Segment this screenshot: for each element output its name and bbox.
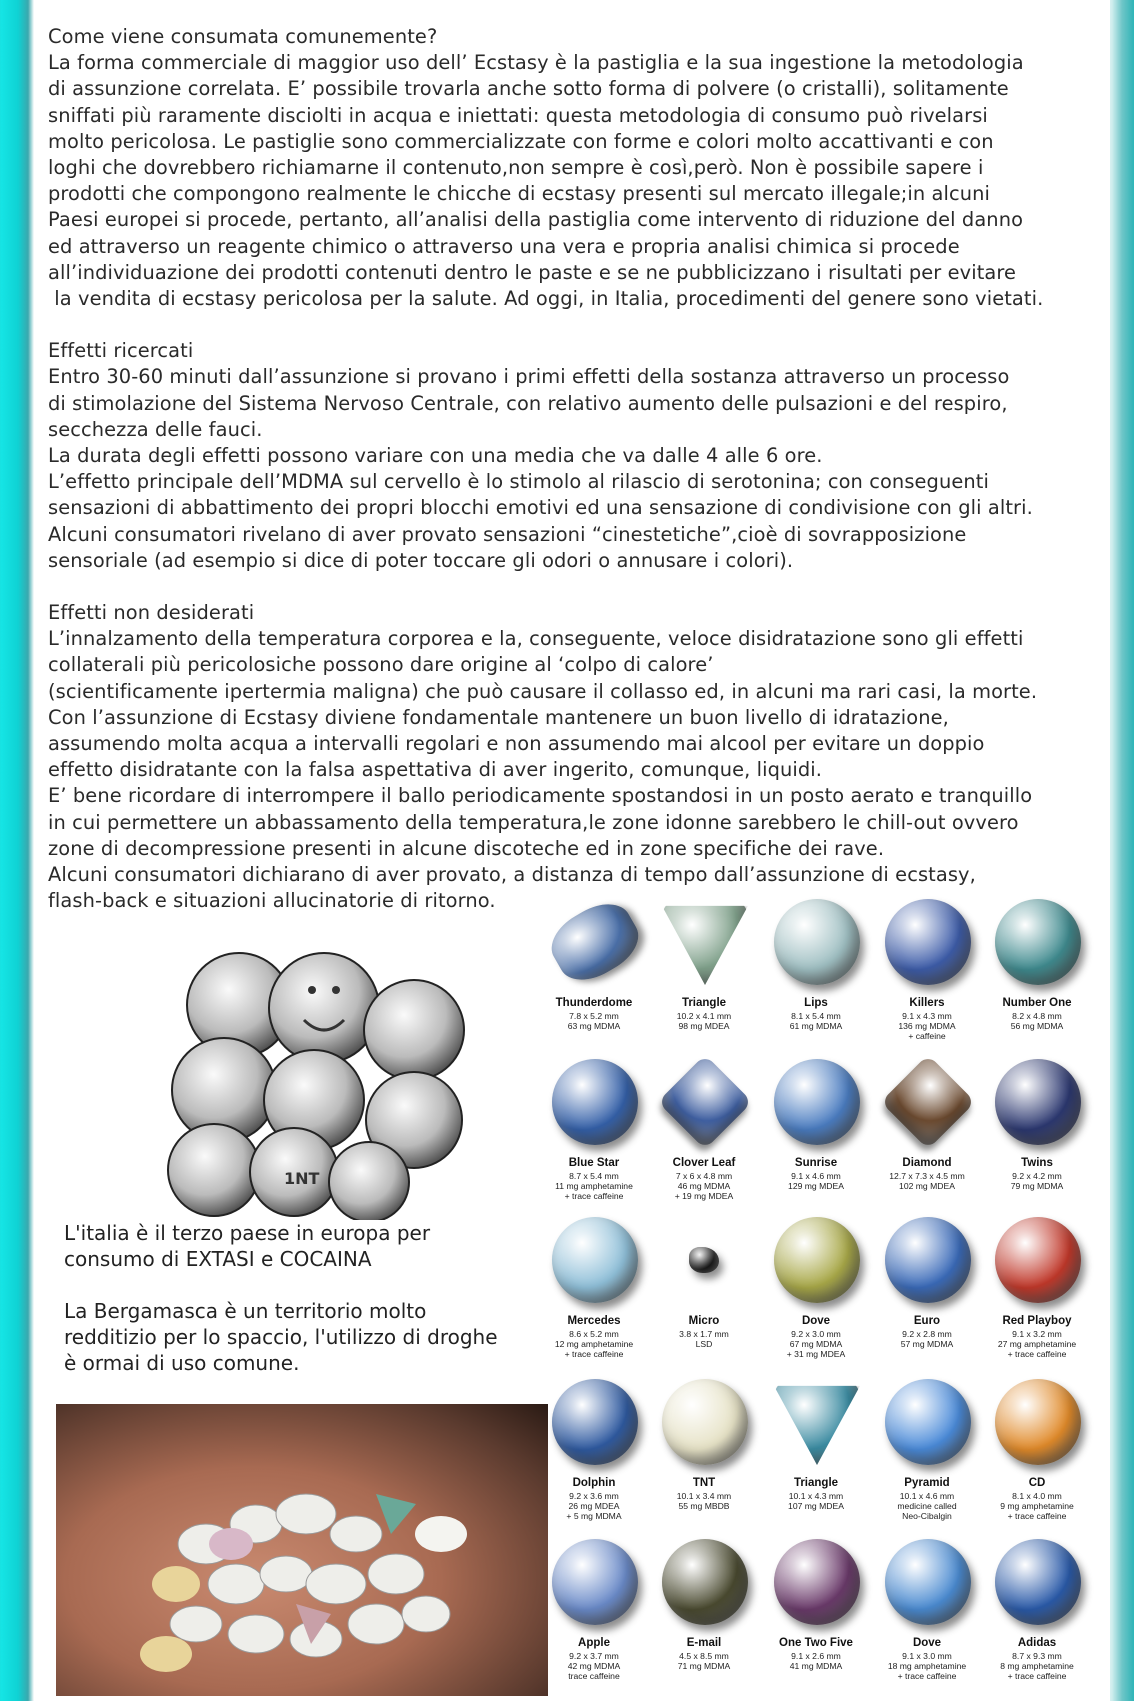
pill-image <box>774 1539 860 1625</box>
pill-name: One Two Five <box>779 1637 853 1649</box>
text-line: loghi che dovrebbero richiamarne il contenuto,non sempre è così,però. Non è possibile sapere i <box>48 156 984 180</box>
pill-item <box>756 1055 876 1215</box>
pill-item <box>756 1375 876 1535</box>
pill-spec: 8.2 x 4.8 mm 56 mg MDMA <box>1010 1011 1064 1031</box>
pill-item <box>644 1213 764 1373</box>
pill-spec: 10.1 x 4.6 mm medicine called Neo-Cibalgin <box>897 1491 957 1521</box>
pill-name: Diamond <box>902 1157 952 1169</box>
page <box>34 0 1110 1701</box>
pill-spec: 10.2 x 4.1 mm 98 mg MDEA <box>676 1011 732 1031</box>
pill-item <box>867 1213 987 1373</box>
text-line: in cui permettere un abbassamento della temperatura,le zone idonne sarebbero le chill-out ovvero <box>48 810 1019 834</box>
pill-image <box>881 1055 976 1150</box>
pill-spec: 10.1 x 4.3 mm 107 mg MDEA <box>788 1491 844 1511</box>
side-text-line: è ormai di uso comune. <box>64 1351 300 1375</box>
text-line: zone di decompressione presenti in alcune discoteche ed in zone specifiche dei rave. <box>48 836 885 860</box>
text-line: secchezza delle fauci. <box>48 417 263 441</box>
text-line: La forma commerciale di maggior uso dell’ Ecstasy è la pastiglia e la sua ingestione la metodologia <box>48 51 1024 75</box>
pill-image <box>885 899 971 985</box>
text-line: Paesi europei si procede, pertanto, all’analisi della pastiglia come intervento di riduzione del danno <box>48 208 1024 232</box>
pill-name: Twins <box>1021 1157 1053 1169</box>
pill-item <box>867 1375 987 1535</box>
pill-name: Blue Star <box>568 1157 620 1169</box>
pill-spec: 9.1 x 3.2 mm 27 mg amphetamine + trace caffeine <box>997 1329 1077 1359</box>
text-line: E’ bene ricordare di interrompere il ballo periodicamente spostandosi in un posto aerato e tranquillo <box>48 784 1033 808</box>
pill-name: Red Playboy <box>1002 1315 1072 1327</box>
text-line: Entro 30-60 minuti dall’assunzione si provano i primi effetti della sostanza attraverso un processo <box>48 365 1010 389</box>
pill-image <box>995 1059 1081 1145</box>
pill-spec: 8.1 x 5.4 mm 61 mg MDMA <box>789 1011 843 1031</box>
pill-spec: 8.1 x 4.0 mm 9 mg amphetamine + trace caffeine <box>1000 1491 1074 1521</box>
pill-name: CD <box>1028 1477 1046 1489</box>
pill-name: Euro <box>913 1315 941 1327</box>
pill-spec: 9.1 x 3.0 mm 18 mg amphetamine + trace caffeine <box>887 1651 967 1681</box>
pill-item <box>534 1375 654 1535</box>
pill-name: Mercedes <box>567 1315 621 1327</box>
pill-image <box>662 899 748 985</box>
side-text-line: La Bergamasca è un territorio molto <box>64 1299 427 1323</box>
pill-item <box>644 1535 764 1695</box>
pill-item <box>756 895 876 1055</box>
pill-spec: 9.2 x 3.0 mm 67 mg MDMA + 31 mg MDEA <box>786 1329 846 1359</box>
pill-spec: 7 x 6 x 4.8 mm 46 mg MDMA + 19 mg MDEA <box>674 1171 734 1201</box>
pill-item <box>977 895 1097 1055</box>
pill-image <box>885 1217 971 1303</box>
text-line: La durata degli effetti possono variare con una media che va dalle 4 alle 6 ore. <box>48 444 823 468</box>
text-line: sensazioni di abbattimento dei propri blocchi emotivi ed una sensazione di condivisione con gli altri. <box>48 496 1033 520</box>
pill-spec: 8.6 x 5.2 mm 12 mg amphetamine + trace caffeine <box>554 1329 634 1359</box>
pill-spec: 9.2 x 3.7 mm 42 mg MDMA trace caffeine <box>567 1651 621 1681</box>
pill-item <box>756 1213 876 1373</box>
text-line: la vendita di ecstasy pericolosa per la salute. Ad oggi, in Italia, procedimenti del genere sono vietati. <box>48 287 1044 311</box>
pill-spec: 9.1 x 4.6 mm 129 mg MDEA <box>788 1171 844 1191</box>
text-line: Come viene consumata comunemente? <box>48 25 438 48</box>
pill-name: Pyramid <box>904 1477 950 1489</box>
pill-spec: 9.2 x 4.2 mm 79 mg MDMA <box>1010 1171 1064 1191</box>
pill-image <box>552 1539 638 1625</box>
pill-name: Dove <box>912 1637 942 1649</box>
text-line: sniffati più raramente disciolti in acqua e iniettati: questa metodologia di consumo può rivelarsi <box>48 103 988 127</box>
text-line: sensoriale (ad esempio si dice di poter toccare gli odori o annusare i colori). <box>48 548 794 572</box>
pill-spec: 9.1 x 4.3 mm 136 mg MDMA + caffeine <box>898 1011 956 1041</box>
pill-name: Micro <box>688 1315 720 1327</box>
pill-name: Lips <box>804 997 828 1009</box>
pill-spec: 9.2 x 3.6 mm 26 mg MDEA + 5 mg MDMA <box>566 1491 622 1521</box>
pill-spec: 10.1 x 3.4 mm 55 mg MBDB <box>676 1491 732 1511</box>
pill-image <box>552 1379 638 1465</box>
pill-image <box>774 899 860 985</box>
pill-image <box>552 1217 638 1303</box>
pill-name: Dove <box>801 1315 831 1327</box>
pill-item <box>534 1535 654 1695</box>
pill-image <box>885 1539 971 1625</box>
text-line: Effetti ricercati <box>48 339 194 363</box>
text-line: ed attraverso un reagente chimico o attraverso una vera e propria analisi chimica si procede <box>48 234 960 258</box>
pill-name: Apple <box>578 1637 610 1649</box>
italy-consumption-note <box>64 1220 564 1376</box>
text-line: Alcuni consumatori dichiarano di aver provato, a distanza di tempo dall’assunzione di ecstasy, <box>48 863 976 887</box>
text-line: (scientificamente ipertermia maligna) che può causare il collasso ed, in alcuni ma rari casi, la morte. <box>48 679 1038 703</box>
text-line: prodotti che compongono realmente le chicche di ecstasy presenti sul mercato illegale;in alcuni <box>48 182 991 206</box>
pill-item <box>534 1213 654 1373</box>
pill-spec: 12.7 x 7.3 x 4.5 mm 102 mg MDEA <box>889 1171 965 1191</box>
paragraph-gap <box>48 312 1114 338</box>
side-text-line: L'italia è il terzo paese in europa per <box>64 1221 431 1245</box>
pill-item <box>644 1375 764 1535</box>
pill-image <box>774 1379 860 1465</box>
pill-image <box>995 899 1081 985</box>
pill-name: Triangle <box>681 997 727 1009</box>
pill-item <box>867 1055 987 1215</box>
paragraph-gap <box>48 574 1114 600</box>
black-white-pills-illustration <box>144 950 494 1220</box>
pill-image <box>662 1379 748 1465</box>
pill-item <box>977 1213 1097 1373</box>
text-line: flash-back e situazioni allucinatorie di ritorno. <box>48 889 496 913</box>
bw-pill-mark: 1NT <box>284 1169 320 1188</box>
pill-name: Number One <box>1002 997 1072 1009</box>
text-line: all’individuazione dei prodotti contenuti dentro le paste e se ne pubblicizzano i risultati per evitare <box>48 260 1017 284</box>
text-line: Con l’assunzione di Ecstasy diviene fondamentale mantenere un buon livello di idratazione, <box>48 705 949 729</box>
pill-image <box>774 1217 860 1303</box>
side-text-line: redditizio per lo spaccio, l'utilizzo di droghe <box>64 1325 498 1349</box>
pill-name: Adidas <box>1017 1637 1057 1649</box>
text-line: Alcuni consumatori rivelano di aver provato sensazioni “cinestetiche”,cioè di sovrapposizione <box>48 522 967 546</box>
pill-image <box>774 1059 860 1145</box>
pill-image <box>658 1055 753 1150</box>
pill-name: Clover Leaf <box>672 1157 736 1169</box>
text-line: di assunzione correlata. E’ possibile trovarla anche sotto forma di polvere (o cristalli), solitamente <box>48 77 1009 101</box>
pill-name: E-mail <box>686 1637 722 1649</box>
text-line: collaterali più pericolosiche possono dare origine al ‘colpo di calore’ <box>48 653 714 677</box>
pill-spec: 4.5 x 8.5 mm 71 mg MDMA <box>677 1651 731 1671</box>
pill-spec: 9.1 x 2.6 mm 41 mg MDMA <box>789 1651 843 1671</box>
pill-item <box>534 1055 654 1215</box>
text-line: L’effetto principale dell’MDMA sul cervello è lo stimolo al rilascio di serotonina; con conseguenti <box>48 470 989 494</box>
pills-in-hand-image <box>56 1404 548 1696</box>
pill-item <box>644 895 764 1055</box>
pill-spec: 9.2 x 2.8 mm 57 mg MDMA <box>900 1329 954 1349</box>
pill-spec: 8.7 x 9.3 mm 8 mg amphetamine + trace caffeine <box>1000 1651 1074 1681</box>
pill-image <box>552 1059 638 1145</box>
pill-spec: 3.8 x 1.7 mm LSD <box>679 1329 729 1349</box>
pill-image <box>995 1379 1081 1465</box>
pill-item <box>867 1535 987 1695</box>
side-text-line: consumo di EXTASI e COCAINA <box>64 1247 372 1271</box>
pill-name: Triangle <box>793 1477 839 1489</box>
text-line: molto pericolosa. Le pastiglie sono commercializzate con forme e colori molto accattivanti e con <box>48 129 994 153</box>
pill-image <box>885 1379 971 1465</box>
pill-item <box>867 895 987 1055</box>
ecstasy-pills-grid <box>534 895 1134 1701</box>
pill-name: Thunderdome <box>555 997 633 1009</box>
text-line: di stimolazione del Sistema Nervoso Centrale, con relativo aumento delle pulsazioni e del respiro, <box>48 391 1008 415</box>
pill-name: Sunrise <box>794 1157 838 1169</box>
pill-item <box>977 1055 1097 1215</box>
pill-image <box>995 1217 1081 1303</box>
pill-name: Dolphin <box>572 1477 616 1489</box>
pill-image <box>662 1539 748 1625</box>
article-text <box>48 24 1114 915</box>
pill-image <box>995 1539 1081 1625</box>
pill-spec: 7.8 x 5.2 mm 63 mg MDMA <box>567 1011 621 1031</box>
text-line: effetto disidratante con la falsa aspettativa di aver ingerito, comunque, liquidi. <box>48 758 823 782</box>
text-line: Effetti non desiderati <box>48 601 255 625</box>
pill-image <box>689 1247 719 1273</box>
text-line: L’innalzamento della temperatura corporea e la, conseguente, veloce disidratazione sono gli effetti <box>48 627 1024 651</box>
pill-name: TNT <box>692 1477 716 1489</box>
pill-item <box>756 1535 876 1695</box>
pill-item <box>534 895 654 1055</box>
pill-name: Killers <box>909 997 945 1009</box>
hand-holding-pills-photo <box>56 1404 548 1696</box>
pill-spec: 8.7 x 5.4 mm 11 mg amphetamine + trace caffeine <box>555 1171 633 1201</box>
pill-item <box>644 1055 764 1215</box>
pill-item <box>977 1535 1097 1695</box>
pill-image <box>542 893 649 992</box>
pill-item <box>977 1375 1097 1535</box>
text-line: assumendo molta acqua a intervalli regolari e non assumendo mai alcool per evitare un doppio <box>48 732 985 756</box>
